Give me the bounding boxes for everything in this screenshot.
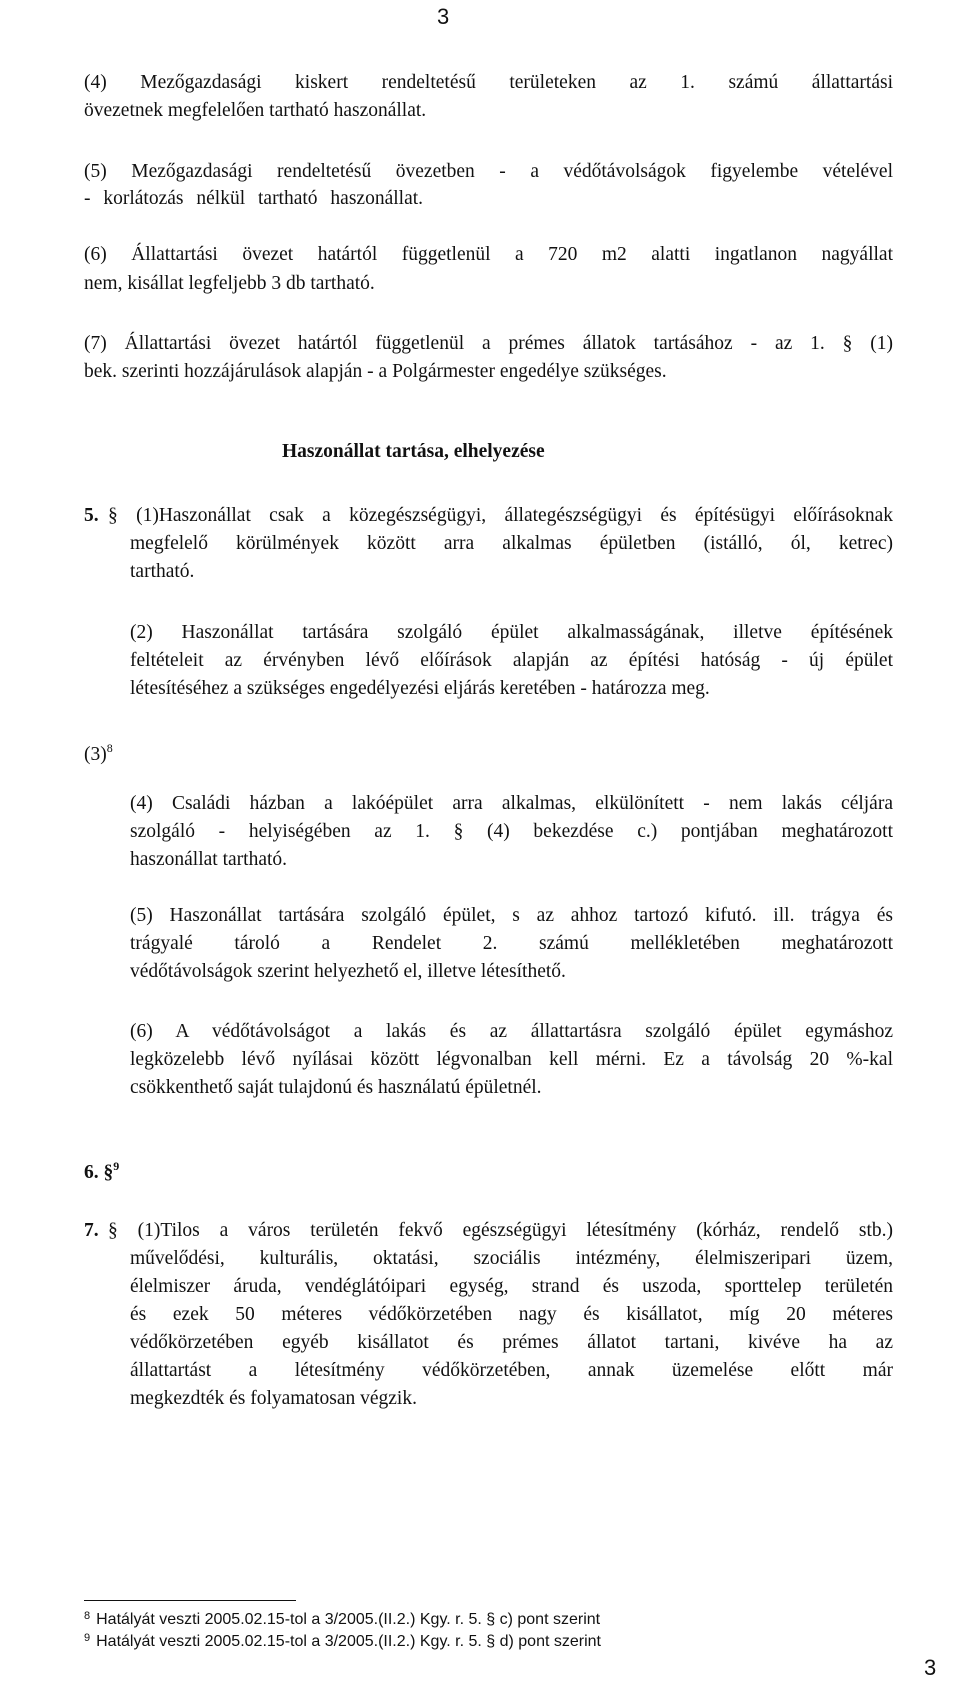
section-6-label: 6. § (84, 1162, 114, 1183)
footnote-separator (84, 1600, 296, 1601)
section-5-3 (84, 742, 113, 765)
section-5-5-line-3: védőtávolságok szerint helyezhető el, illetve létesíthető. (130, 961, 566, 982)
section-5-6-line-2: legközelebb lévő nyílásai között légvonalban kell mérni. Ez a távolság 20 %-kal (130, 1049, 893, 1070)
paragraph-5-line-2: - korlátozás nélkül tartható haszonállat. (84, 188, 424, 209)
section-5-4-line-2: szolgáló - helyiségében az 1. § (4) bekezdése c.) pontjában meghatározott (130, 821, 893, 842)
section-5-5-line-2: trágyalé tároló a Rendelet 2. számú mellékletében meghatározott (130, 933, 893, 954)
section-5-1-line-1: § (1)Haszonállat csak a közegészségügyi, állategészségügyi és építésügyi előírásoknak (108, 505, 893, 526)
section-7-line-1: § (1)Tilos a város területén fekvő egészségügyi létesítmény (kórház, rendelő stb.) (108, 1220, 893, 1241)
section-5-5-line-1: (5) Haszonállat tartására szolgáló épület, s az ahhoz tartozó kifutó. ill. trágya és (130, 905, 893, 926)
section-5-4-line-3: haszonállat tartható. (130, 849, 288, 870)
paragraph-5-line-1: (5) Mezőgazdasági rendeltetésű övezetben - a védőtávolságok figyelembe vételével (84, 161, 893, 182)
footnote-9-text: Hatályát veszti 2005.02.15-tol a 3/2005.(II.2.) Kgy. r. 5. § d) pont szerint (96, 1633, 601, 1650)
footnote-8-mark: 8 (84, 1610, 91, 1622)
footnote-ref-8: 8 (106, 741, 113, 755)
section-7-line-3: élelmiszer áruda, vendéglátóipari egység, strand és uszoda, sporttelep területén (130, 1276, 893, 1297)
footnote-8-text: Hatályát veszti 2005.02.15-tol a 3/2005.(II.2.) Kgy. r. 5. § c) pont szerint (96, 1611, 601, 1628)
paragraph-7-line-1: (7) Állattartási övezet határtól függetlenül a prémes állatok tartásához - az 1. § (1) (84, 333, 893, 354)
page-number-top: 3 (437, 4, 450, 29)
paragraph-4-line-2: övezetnek megfelelően tartható haszonállat. (84, 100, 427, 121)
paragraph-6-line-1: (6) Állattartási övezet határtól függetlenül a 720 m2 alatti ingatlanon nagyállat (84, 244, 893, 265)
section-7-line-2: művelődési, kulturális, oktatási, szociális intézmény, élelmiszeripari üzem, (130, 1248, 893, 1269)
footnote-9-mark: 9 (84, 1632, 91, 1644)
section-7-line-5: védőkörzetében egyéb kisállatot és prémes állatot tartani, kivéve ha az (130, 1332, 893, 1353)
section-5-2-line-2: feltételeit az érvényben lévő előírások alapján az építési hatóság - új épület (130, 650, 893, 671)
section-5-4-line-1: (4) Családi házban a lakóépület arra alkalmas, elkülönített - nem lakás céljára (130, 793, 893, 814)
section-7-line-6: állattartást a létesítmény védőkörzetében, annak üzemelése előtt már (130, 1360, 893, 1381)
footnote-8 (84, 1611, 600, 1628)
section-heading: Haszonállat tartása, elhelyezése (282, 441, 545, 462)
section-5-1-line-2: megfelelő körülmények között arra alkalmas épületben (istálló, ól, ketrec) (130, 533, 893, 554)
section-5-3-label: (3) (84, 744, 107, 765)
paragraph-6-line-2: nem, kisállat legfeljebb 3 db tartható. (84, 273, 375, 294)
section-7-line-7: megkezdték és folyamatosan végzik. (130, 1388, 417, 1409)
page-number-bottom: 3 (924, 1655, 937, 1680)
paragraph-4-line-1: (4) Mezőgazdasági kiskert rendeltetésű területeken az 1. számú állattartási (84, 72, 893, 93)
paragraph-7-line-2: bek. szerinti hozzájárulások alapján - a Polgármester engedélye szükséges. (84, 361, 667, 382)
section-5-1-line-3: tartható. (130, 561, 195, 582)
section-5-6-line-3: csökkenthető saját tulajdonú és használatú épületnél. (130, 1077, 542, 1098)
section-5-number: 5. (84, 505, 99, 526)
section-5-2-line-1: (2) Haszonállat tartására szolgáló épület alkalmasságának, illetve építésének (130, 622, 893, 643)
section-7-line-4: és ezek 50 méteres védőkörzetében nagy és kisállatot, míg 20 méteres (130, 1304, 893, 1325)
footnote-ref-9: 9 (113, 1159, 120, 1173)
section-7-number: 7. (84, 1220, 99, 1241)
section-5-2-line-3: létesítéséhez a szükséges engedélyezési eljárás keretében - határozza meg. (130, 678, 710, 699)
footnote-9 (84, 1633, 601, 1650)
section-5-6-line-1: (6) A védőtávolságot a lakás és az állattartásra szolgáló épület egymáshoz (130, 1021, 893, 1042)
section-6 (84, 1160, 119, 1183)
